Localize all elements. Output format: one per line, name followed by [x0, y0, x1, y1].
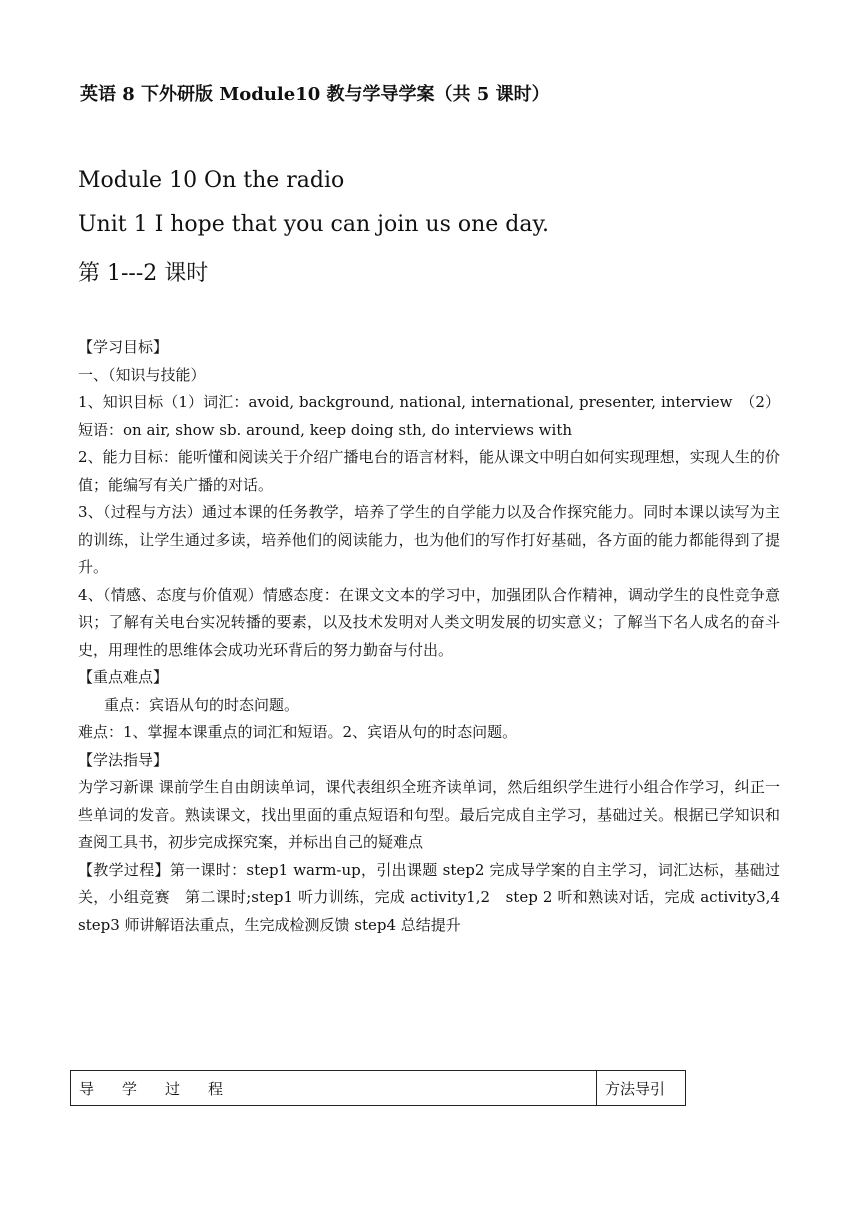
key-point: 重点：宾语从句的时态问题。 — [104, 695, 300, 714]
method-heading: 【学法指导】 — [78, 750, 169, 769]
lesson-heading: 第 1---2 课时 — [78, 261, 209, 286]
teaching-process: 【教学过程】第一课时：step1 warm-up，引出课题 step2 完成导学案的自主学习，词汇达标，基础过关，小组竞赛 第二课时;step1 听力训练，完成 activity1,2 step 2 听和熟读对话，完成 activity3,4 step3 师讲解语法重点，生完成检测反馈 step4 总结提升 — [78, 860, 796, 934]
objectives-subheading: 一、（知识与技能） — [78, 365, 206, 384]
difficult-point: 难点：1、掌握本课重点的词汇和短语。2、宾语从句的时态问题。 — [78, 723, 518, 741]
table-row — [71, 1071, 686, 1106]
document-title: 英语 8 下外研版 Module10 教与学导学案（共 5 课时） — [80, 84, 550, 105]
guide-process-header: 导学过程 — [71, 1071, 597, 1106]
objective-knowledge: 1、知识目标（1）词汇：avoid, background, national, international, presenter, interview （2）短语：on air, show sb. around, keep doing sth, do interviews with — [78, 393, 780, 439]
objective-ability: 2、能力目标：能听懂和阅读关于介绍广播电台的语言材料，能从课文中明白如何实现理想，实现人生的价值；能编写有关广播的对话。 — [78, 448, 780, 494]
document-body — [78, 334, 796, 939]
method-text: 为学习新课 课前学生自由朗读单词，课代表组织全班齐读单词，然后组织学生进行小组合作学习，纠正一些单词的发音。熟读课文，找出里面的重点短语和句型。最后完成自主学习，基础过关。根据已学知识和查阅工具书，初步完成探究案，并标出自己的疑难点 — [78, 778, 780, 851]
objective-emotion: 4、（情感、态度与价值观）情感态度：在课文文本的学习中，加强团队合作精神，调动学生的良性竞争意识；了解有关电台实况转播的要素，以及技术发明对人类文明发展的切实意义；了解当下名人成名的奋斗史，用理性的思维体会成功光环背后的努力勤奋与付出。 — [78, 585, 780, 659]
unit-heading: Unit 1 I hope that you can join us one day. — [78, 212, 550, 237]
objective-process: 3、（过程与方法）通过本课的任务教学，培养了学生的自学能力以及合作探究能力。同时本课以读写为主的训练，让学生通过多读，培养他们的阅读能力，也为他们的写作打好基础，各方面的能力都能得到了提升。 — [78, 503, 780, 576]
key-points-heading: 【重点难点】 — [78, 668, 169, 686]
objectives-heading: 【学习目标】 — [78, 338, 169, 356]
module-heading: Module 10 On the radio — [78, 168, 345, 193]
guide-table — [70, 1070, 686, 1106]
method-guide-header: 方法导引 — [597, 1071, 686, 1106]
